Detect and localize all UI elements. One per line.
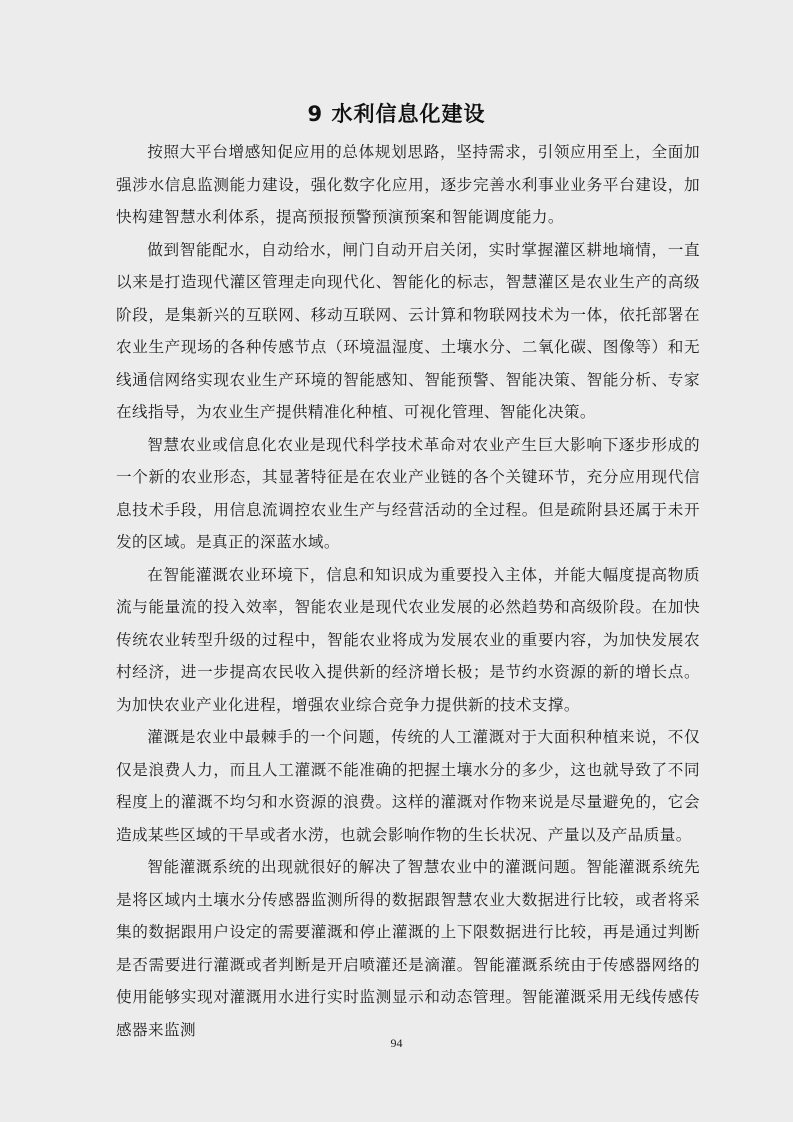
paragraph-2: 做到智能配水，自动给水，闸门自动开启关闭，实时掌握灌区耕地墒情，一直以来是打造现代灌区管理走向现代化、智能化的标志，智慧灌区是农业生产的高级阶段，是集新兴的互联网、移动互联网、云计算和物联网技术为一体，依托部署在农业生产现场的各种传感节点（环境温湿度、土壤水分、二氧化碳、图像等）和无线通信网络实现农业生产环境的智能感知、智能预警、智能决策、智能分析、专家在线指导，为农业生产提供精准化种植、可视化管理、智能化决策。 bbox=[116, 240, 700, 421]
paragraph-5: 灌溉是农业中最棘手的一个问题，传统的人工灌溉对于大面积种植来说，不仅仅是浪费人力，而且人工灌溉不能准确的把握土壤水分的多少，这也就导致了不同程度上的灌溉不均匀和水资源的浪费。这样的灌溉对作物来说是尽量避免的，它会造成某些区域的干旱或者水涝，也就会影响作物的生长状况、产量以及产品质量。 bbox=[116, 728, 700, 844]
paragraph-3: 智慧农业或信息化农业是现代科学技术革命对农业产生巨大影响下逐步形成的一个新的农业形态，其显著特征是在农业产业链的各个关键环节，充分应用现代信息技术手段，用信息流调控农业生产与经营活动的全过程。但是疏附县还属于未开发的区域。是真正的深蓝水域。 bbox=[116, 435, 700, 551]
body-text bbox=[116, 136, 700, 1046]
page-number: 94 bbox=[390, 1036, 403, 1050]
paragraph-1: 按照大平台增感知促应用的总体规划思路，坚持需求，引领应用至上，全面加强涉水信息监测能力建设，强化数字化应用，逐步完善水利事业业务平台建设，加快构建智慧水利体系，提高预报预警预演预案和智能调度能力。 bbox=[116, 143, 700, 226]
section-heading: 9 水利信息化建设 bbox=[307, 102, 486, 126]
paragraph-6: 智能灌溉系统的出现就很好的解决了智慧农业中的灌溉问题。智能灌溉系统先是将区域内土壤水分传感器监测所得的数据跟智慧农业大数据进行比较，或者将采集的数据跟用户设定的需要灌溉和停止灌溉的上下限数据进行比较，再是通过判断是否需要进行灌溉或者判断是开启喷灌还是滴灌。智能灌溉系统由于传感器网络的使用能够实现对灌溉用水进行实时监测显示和动态管理。智能灌溉采用无线传感传感器来监测 bbox=[116, 858, 700, 1039]
paragraph-4: 在智能灌溉农业环境下，信息和知识成为重要投入主体，并能大幅度提高物质流与能量流的投入效率，智能农业是现代农业发展的必然趋势和高级阶段。在加快传统农业转型升级的过程中，智能农业将成为发展农业的重要内容，为加快发展农村经济，进一步提高农民收入提供新的经济增长极；是节约水资源的新的增长点。为加快农业产业化进程，增强农业综合竞争力提供新的技术支撑。 bbox=[116, 565, 700, 714]
